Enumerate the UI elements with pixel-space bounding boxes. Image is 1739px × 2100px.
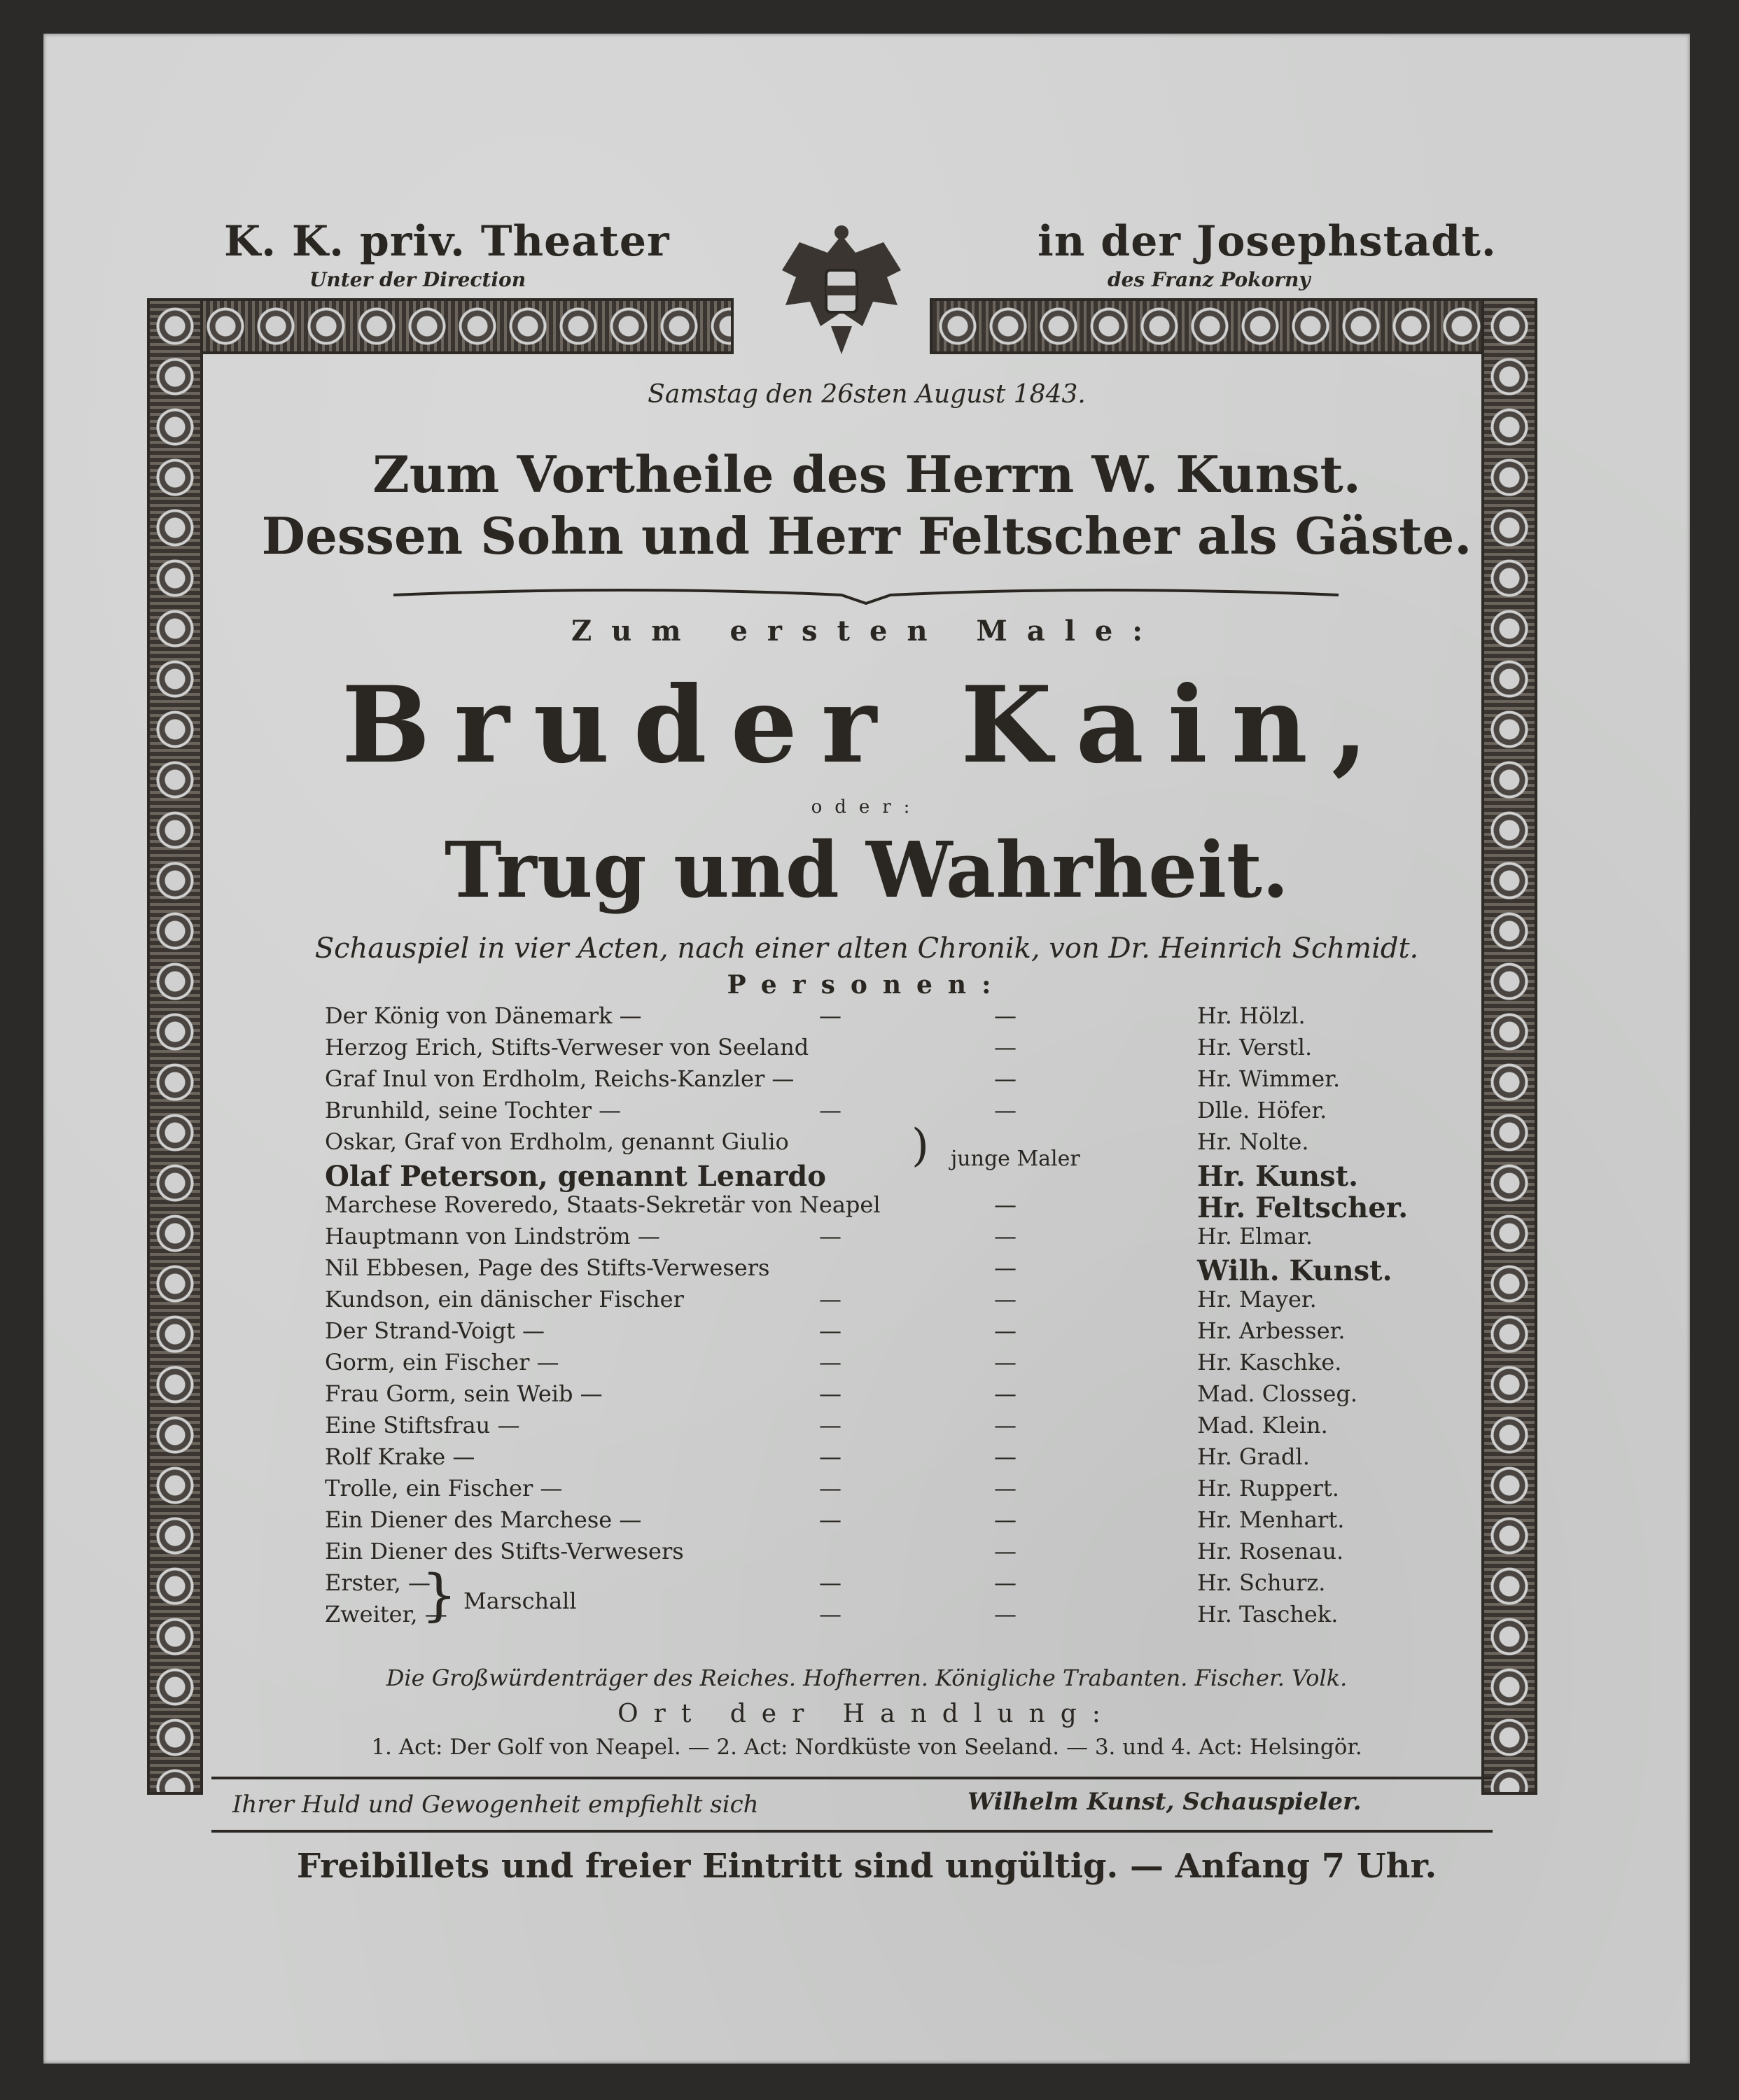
cast-row: Graf Inul von Erdholm, Reichs-Kanzler — — Hr. Wimmer. (325, 1065, 1341, 1092)
role-name: Ein Diener des Marchese — (325, 1506, 642, 1533)
direction-label: Unter der Direction (309, 268, 526, 291)
role-name: Oskar, Graf von Erdholm, genannt Giulio (325, 1128, 789, 1155)
rule-upper (211, 1777, 1493, 1779)
role-name: Brunhild, seine Tochter — (325, 1097, 622, 1124)
first-time-label: Zum ersten Male: (571, 615, 1163, 648)
play-title: Bruder Kain, (341, 664, 1392, 787)
actor-name: Hr. Kunst. (1197, 1160, 1359, 1193)
benefit-line-1: Zum Vortheile des Herrn W. Kunst. (372, 444, 1361, 504)
actor-name: Hr. Menhart. (1197, 1506, 1345, 1533)
group-marshal-label: Marschall (463, 1588, 577, 1614)
actor-name: Mad. Closseg. (1197, 1380, 1358, 1407)
cast-row: Eine Stiftsfrau — — — Mad. Klein. (325, 1412, 1328, 1438)
cast-row: Gorm, ein Fischer — — — Hr. Kaschke. (325, 1349, 1342, 1376)
benefit-line-2: Dessen Sohn und Herr Feltscher als Gäste. (261, 506, 1472, 566)
cast-row: Trolle, ein Fischer — — — Hr. Ruppert. (325, 1475, 1339, 1502)
role-name: Herzog Erich, Stifts-Verweser von Seeland (325, 1034, 809, 1060)
actor-name: Hr. Nolte. (1197, 1128, 1309, 1155)
actor-name: Hr. Ruppert. (1197, 1475, 1339, 1502)
role-name: Der Strand-Voigt — (325, 1317, 545, 1344)
footer-admission: Freibillets und freier Eintritt sind ungültig. — Anfang 7 Uhr. (296, 1847, 1437, 1886)
role-name: Marchese Roveredo, Staats-Sekretär von Neapel (325, 1191, 881, 1218)
cast-row (43, 1128, 1690, 1159)
cast-row: Brunhild, seine Tochter — — — Dlle. Höfer. (325, 1097, 1327, 1124)
director-name: des Franz Pokorny (1108, 268, 1311, 291)
actor-name: Hr. Verstl. (1197, 1034, 1313, 1060)
role-name: Olaf Peterson, genannt Lenardo (325, 1160, 826, 1193)
actor-name: Hr. Feltscher. (1197, 1191, 1409, 1224)
or-label: oder: (811, 797, 923, 818)
play-subtitle: Trug und Wahrheit. (444, 825, 1290, 915)
playbill-sheet (43, 34, 1690, 2064)
cast-row: Der König von Dänemark — — — Hr. Hölzl. (325, 1002, 1306, 1029)
ornament-border-top-left (147, 298, 734, 354)
role-name: Rolf Krake — (325, 1443, 475, 1470)
cast-row: Frau Gorm, sein Weib — — — Mad. Closseg. (325, 1380, 1358, 1407)
actor-name: Hr. Wimmer. (1197, 1065, 1341, 1092)
cast-row: Rolf Krake — — — Hr. Gradl. (325, 1443, 1310, 1470)
group-painters-label: junge Maler (951, 1147, 1080, 1171)
actor-name: Mad. Klein. (1197, 1412, 1328, 1438)
cast-list (43, 1002, 1690, 1646)
cast-row: Marchese Roveredo, Staats-Sekretär von Neapel — Hr. Feltscher. (325, 1191, 1409, 1224)
theater-name-right: in der Josephstadt. (1038, 217, 1497, 266)
theater-name-left: K. K. priv. Theater (224, 217, 670, 266)
cast-row: Der Strand-Voigt — — — Hr. Arbesser. (325, 1317, 1346, 1344)
role-name: Eine Stiftsfrau — (325, 1412, 520, 1438)
rule-lower (211, 1830, 1493, 1833)
setting-line: 1. Act: Der Golf von Neapel. — 2. Act: Nordküste von Seeland. — 3. und 4. Act: Helsingör. (371, 1735, 1362, 1760)
cast-row: Zweiter, — — — Hr. Taschek. (325, 1601, 1339, 1628)
actor-name: Hr. Hölzl. (1197, 1002, 1306, 1029)
cast-row (43, 1160, 1690, 1191)
persons-heading: Personen: (727, 970, 1007, 1000)
cast-row: Herzog Erich, Stifts-Verweser von Seeland — Hr. Verstl. (325, 1034, 1313, 1060)
actor-name: Dlle. Höfer. (1197, 1097, 1327, 1124)
actor-name: Wilh. Kunst. (1197, 1254, 1392, 1287)
brace-painters: ) (912, 1120, 929, 1172)
cast-row: Ein Diener des Stifts-Verwesers — Hr. Rosenau. (325, 1538, 1344, 1564)
cast-row: Kundson, ein dänischer Fischer — — Hr. Mayer. (325, 1286, 1317, 1312)
flourish-divider (393, 580, 1339, 608)
actor-name: Hr. Kaschke. (1197, 1349, 1342, 1376)
cast-row: Erster, — — — Hr. Schurz. (325, 1569, 1326, 1596)
actor-name: Hr. Gradl. (1197, 1443, 1310, 1470)
setting-heading: Ort der Handlung: (617, 1700, 1116, 1728)
actor-name: Hr. Schurz. (1197, 1569, 1326, 1596)
role-name: Der König von Dänemark — (325, 1002, 642, 1029)
double-eagle-emblem-icon (771, 221, 912, 368)
actor-name: Hr. Mayer. (1197, 1286, 1317, 1312)
play-description: Schauspiel in vier Acten, nach einer alten Chronik, von Dr. Heinrich Schmidt. (314, 932, 1419, 965)
role-name: Ein Diener des Stifts-Verwesers (325, 1538, 684, 1564)
brace-marshal: } (421, 1562, 457, 1628)
role-name: Nil Ebbesen, Page des Stifts-Verwesers (325, 1254, 770, 1281)
cast-row: Hauptmann von Lindström — — — Hr. Elmar. (325, 1223, 1313, 1250)
actor-name: Hr. Taschek. (1197, 1601, 1339, 1628)
role-name: Kundson, ein dänischer Fischer (325, 1286, 684, 1312)
role-name: Graf Inul von Erdholm, Reichs-Kanzler — (325, 1065, 795, 1092)
actor-name: Hr. Rosenau. (1197, 1538, 1344, 1564)
recommend-right: Wilhelm Kunst, Schauspieler. (968, 1788, 1362, 1816)
role-name: Trolle, ein Fischer — (325, 1475, 563, 1502)
actor-name: Hr. Arbesser. (1197, 1317, 1346, 1344)
cast-row: Nil Ebbesen, Page des Stifts-Verwesers — Wilh. Kunst. (325, 1254, 1392, 1287)
performance-date: Samstag den 26sten August 1843. (648, 380, 1086, 409)
actor-name: Hr. Elmar. (1197, 1223, 1313, 1250)
role-name: Zweiter, — (325, 1601, 447, 1628)
role-name: Erster, — (325, 1569, 431, 1596)
role-name: Gorm, ein Fischer — (325, 1349, 559, 1376)
extras-line: Die Großwürdenträger des Reiches. Hofherren. Königliche Trabanten. Fischer. Volk. (386, 1665, 1348, 1691)
ornament-border-top-right (930, 298, 1537, 354)
recommend-left: Ihrer Huld und Gewogenheit empfiehlt sich (232, 1791, 759, 1819)
cast-row: Ein Diener des Marchese — — — Hr. Menhart. (325, 1506, 1345, 1533)
role-name: Frau Gorm, sein Weib — (325, 1380, 603, 1407)
role-name: Hauptmann von Lindström — (325, 1223, 660, 1250)
